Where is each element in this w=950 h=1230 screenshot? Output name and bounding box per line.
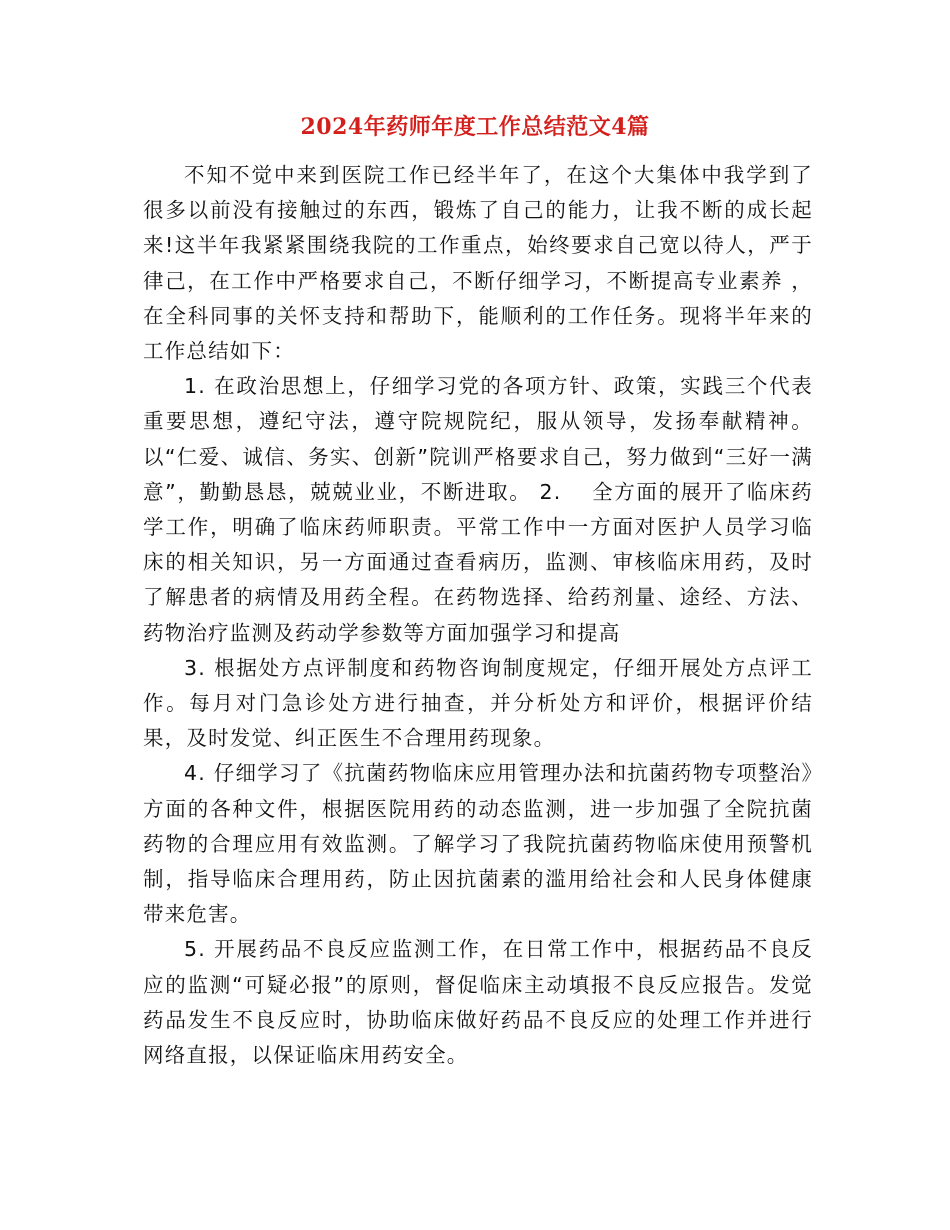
document-title: 2024年药师年度工作总结范文4篇	[300, 114, 650, 140]
paragraph-item-4: 4. 仔细学习了《抗菌药物临床应用管理办法和抗菌药物专项整治》方面的各种文件，根据医院用药的动态监测，进一步加强了全院抗菌药物的合理应用有效监测。了解学习了我院抗菌药物临床使用预警机制，指导临床合理用药，防止因抗菌素的滥用给社会和人民身体健康带来危害。	[143, 761, 813, 927]
paragraph-item-5: 5. 开展药品不良反应监测工作，在日常工作中，根据药品不良反应的监测“可疑必报”的原则，督促临床主动填报不良反应报告。发觉药品发生不良反应时，协助临床做好药品不良反应的处理工作并进行网络直报，以保证临床用药安全。	[143, 937, 813, 1068]
paragraph-item-3: 3. 根据处方点评制度和药物咨询制度规定，仔细开展处方点评工作。每月对门急诊处方进行抽查，并分析处方和评价，根据评价结果，及时发觉、纠正医生不合理用药现象。	[143, 655, 813, 751]
paragraph-intro: 不知不觉中来到医院工作已经半年了，在这个大集体中我学到了很多以前没有接触过的东西，锻炼了自己的能力，让我不断的成长起来!这半年我紧紧围绕我院的工作重点，始终要求自己宽以待人，严于律己，在工作中严格要求自己，不断仔细学习，不断提高专业素养 ，在全科同事的关怀支持和帮助下，能顺利的工作任务。现将半年来的工作总结如下：	[143, 163, 813, 364]
paragraph-item-1-2: 1. 在政治思想上，仔细学习党的各项方针、政策，实践三个代表重要思想，遵纪守法，遵守院规院纪，服从领导，发扬奉献精神。以“仁爱、诚信、务实、创新”院训严格要求自己，努力做到“三好一满意”，勤勤恳恳，兢兢业业，不断进取。 2. 全方面的展开了临床药学工作，明确了临床药师职责。平常工作中一方面对医护人员学习临床的相关知识，另一方面通过查看病历，监测、审核临床用药，及时了解患者的病情及用药全程。在药物选择、给药剂量、途经、方法、药物治疗监测及药动学参数等方面加强学习和提高	[143, 374, 813, 645]
document-body	[143, 158, 813, 1073]
